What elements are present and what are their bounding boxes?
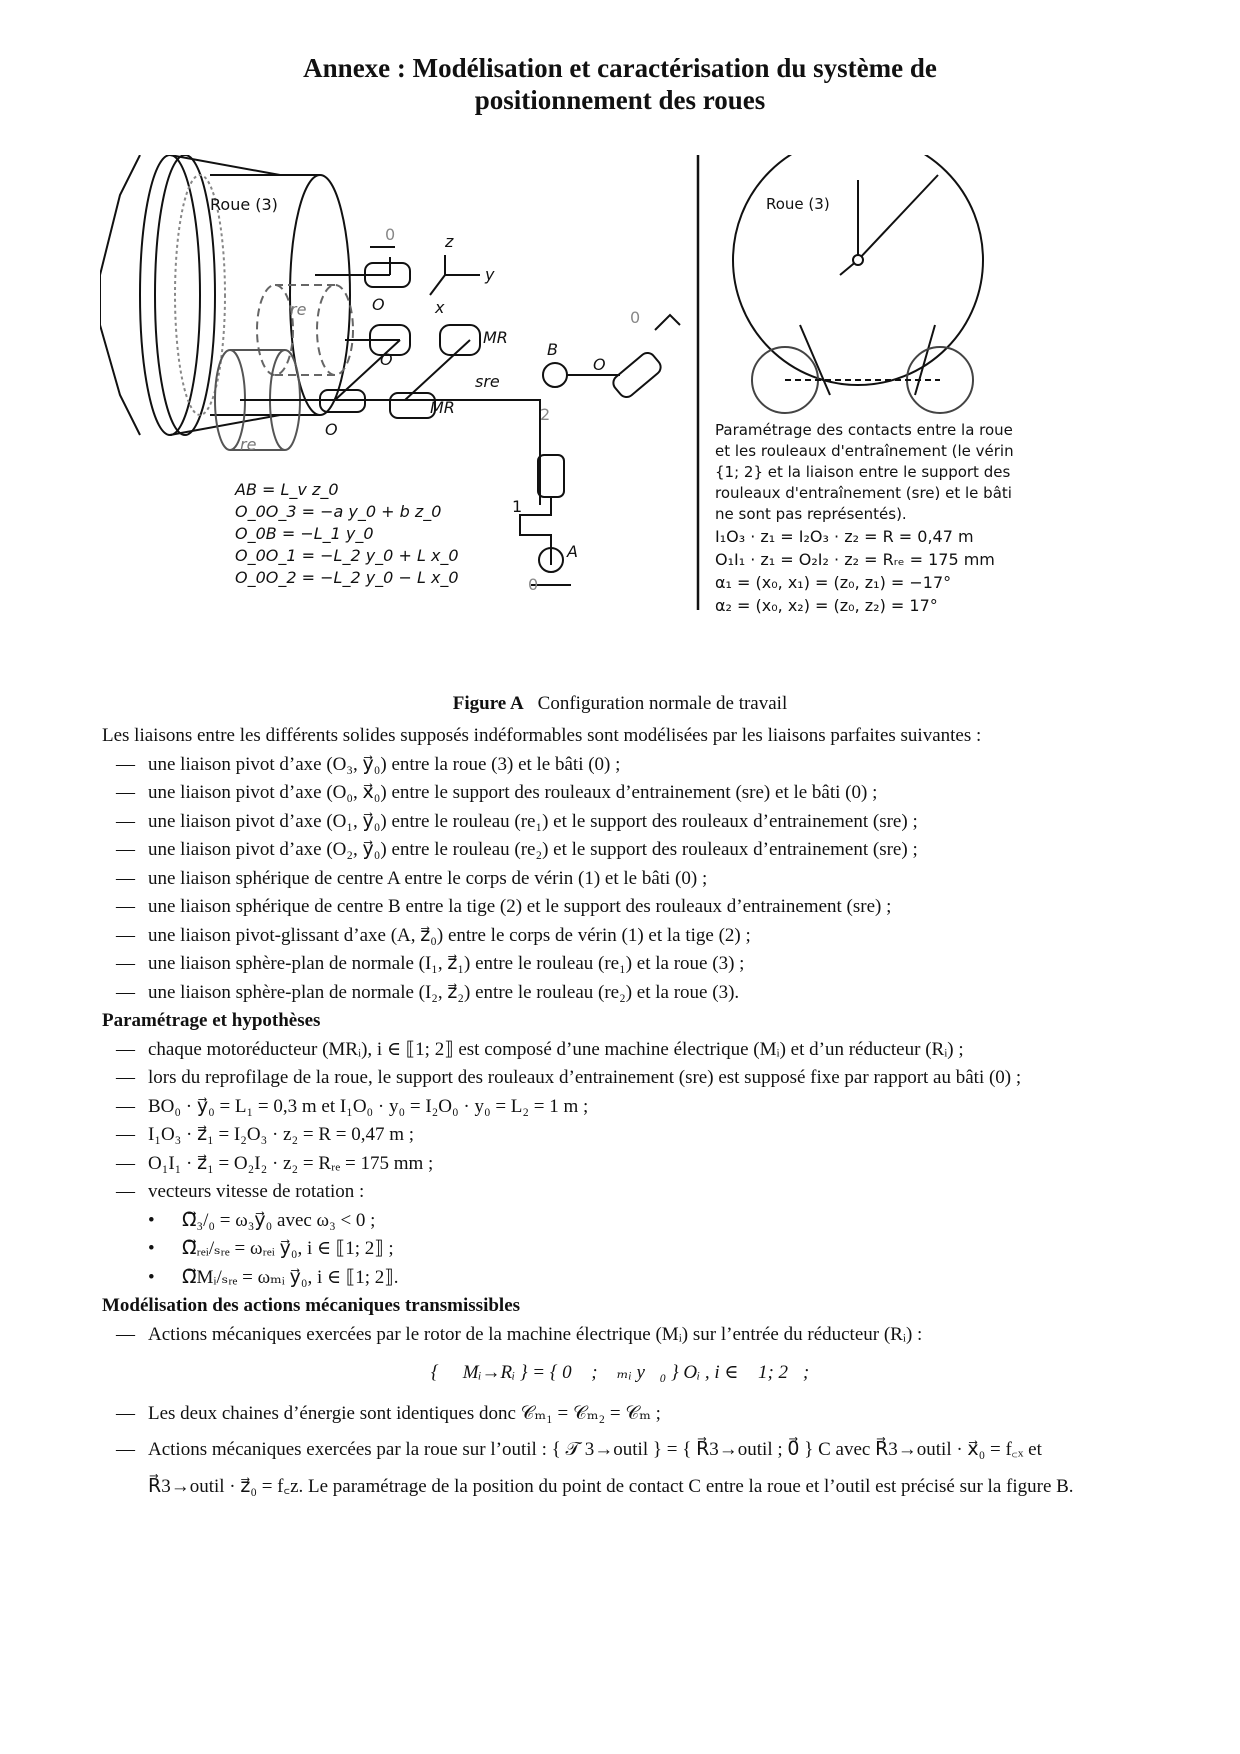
label-sre: sre [475, 372, 500, 391]
param-item: — I₁O₃ · z⃗₁ = I₂O₃ · z₂ = R = 0,47 m ; [116, 1124, 415, 1145]
right-eq-1: I₁O₃ · z₁ = I₂O₃ · z₂ = R = 0,47 m [715, 527, 974, 546]
label-2: 2 [540, 405, 551, 424]
desc-line-2: {1; 2} et la liaison entre le support des [715, 463, 1011, 481]
torseur-equation: { 𝒯 Mᵢ→Rᵢ } = { 0⃗ ; 𝒞ₘᵢ y⃗₀ } Oᵢ , i ∈ ⟦1; 2⟧; [430, 1362, 810, 1383]
label-0-top: 0 [385, 225, 396, 244]
relation-4: O_0O_2 = −L_2 y_0 − L x_0 [235, 568, 459, 587]
param-item: — BO₀ · y⃗₀ = L₁ = 0,3 m et I₁O₀ · y₀ = I₂O₀ · y₀ = L₂ = 1 m ; [116, 1095, 589, 1117]
main-content [102, 722, 1124, 1501]
liaison-item: — une liaison sphère-plan de normale (I₁, z⃗₁) entre le rouleau (re₁) et la roue (3) ; [116, 953, 745, 974]
label-z0: z [445, 232, 454, 251]
relation-0: AB = L_v z_0 [235, 480, 339, 499]
param-item: — lors du reprofilage de la roue, le support des rouleaux d’entrainement (sre) est supposé fixe par rapport au bâti (0) ; [116, 1067, 1022, 1088]
desc-line-0: Paramétrage des contacts entre la roue [715, 421, 1013, 439]
intro: Les liaisons entre les différents solides supposés indéformables sont modélisées par les liaisons parfaites suivantes : [102, 725, 982, 746]
figure-caption [0, 693, 1240, 715]
relation-2: O_0B = −L_1 y_0 [235, 524, 374, 543]
label-b: B [547, 340, 558, 359]
relation-1: O_0O_3 = −a y_0 + b z_0 [235, 502, 442, 521]
label-o0: O [593, 355, 606, 374]
action-item: — Actions mécaniques exercées par le rotor de la machine électrique (Mᵢ) sur l’entrée du réducteur (Rᵢ) : [116, 1323, 923, 1345]
desc-line-4: ne sont pas représentés). [715, 505, 907, 523]
label-y0: y [485, 265, 495, 284]
liaison-item: — une liaison pivot-glissant d’axe (A, z⃗₀) entre le corps de vérin (1) et la tige (2) ; [116, 924, 751, 946]
vitesse-item: • Ω⃗₃/₀ = ω₃y⃗₀ avec ω₃ < 0 ; [148, 1209, 376, 1231]
action-item: — Actions mécaniques exercées par la roue sur l’outil : { 𝒯 3→outil } = { R⃗3→outil ; 0⃗ } C avec R⃗3→outil · x⃗₀ = f꜀ₓ et [116, 1439, 1042, 1460]
label-x0: x [435, 298, 445, 317]
action-item-cont: R⃗3→outil · z⃗₀ = f꜀z. Le paramétrage de la position du point de contact C entre la roue et l’outil est précisé sur la figure B. [148, 1475, 1074, 1497]
relation-3: O_0O_1 = −L_2 y_0 + L x_0 [235, 546, 459, 565]
vitesse-item: • Ω⃗Mᵢ/ₛᵣₑ = ωₘᵢ y⃗₀, i ∈ ⟦1; 2⟧. [148, 1266, 399, 1288]
liaison-item: — une liaison pivot d’axe (O₀, x⃗₀) entre le support des rouleaux d’entrainement (sre) et le bâti (0) ; [116, 782, 878, 803]
desc-line-3: rouleaux d'entraînement (sre) et le bâti [715, 484, 1012, 502]
label-o3: O [372, 295, 385, 314]
title-line-2: positionnement des roues [474, 85, 766, 115]
title-line-1: Annexe : Modélisation et caractérisation du système de [303, 53, 937, 83]
figure-a [100, 155, 1140, 690]
label-o2: O [380, 350, 393, 369]
label-mr1: MR [430, 398, 455, 417]
label-roue-left: Roue (3) [210, 195, 278, 214]
label-o1: O [325, 420, 338, 439]
label-re1: re [240, 435, 257, 454]
label-roue-right: Roue (3) [766, 195, 830, 213]
liaison-item: — une liaison pivot d’axe (O₂, y⃗₀) entre le rouleau (re₂) et le support des rouleaux d’entrainement (sre) ; [116, 839, 918, 860]
label-0-bottom: 0 [528, 575, 539, 594]
liaison-item: — une liaison sphérique de centre B entre la tige (2) et le support des rouleaux d’entrainement (sre) ; [116, 896, 892, 917]
label-mr2: MR [483, 328, 508, 347]
param-item: — O₁I₁ · z⃗₁ = O₂I₂ · z₂ = Rᵣₑ = 175 mm ; [116, 1152, 434, 1174]
param-item: — chaque motoréducteur (MRᵢ), i ∈ ⟦1; 2⟧ est composé d’une machine électrique (Mᵢ) et d’un réducteur (Rᵢ) ; [116, 1038, 964, 1060]
vitesse-item: • Ω⃗ᵣₑᵢ/ₛᵣₑ = ωᵣₑᵢ y⃗₀, i ∈ ⟦1; 2⟧ ; [148, 1238, 394, 1259]
label-0-right: 0 [630, 308, 641, 327]
page-title [0, 52, 1240, 116]
label-a: A [567, 542, 578, 561]
label-1: 1 [512, 497, 523, 516]
label-re2: re [290, 300, 307, 319]
liaison-item: — une liaison sphérique de centre A entre le corps de vérin (1) et le bâti (0) ; [116, 867, 708, 889]
desc-line-1: et les rouleaux d'entraînement (le vérin [715, 442, 1014, 460]
param-item: — vecteurs vitesse de rotation : [116, 1181, 365, 1202]
heading-actions: Modélisation des actions mécaniques transmissibles [102, 1295, 521, 1316]
right-eq-2: O₁I₁ · z₁ = O₂I₂ · z₂ = Rᵣₑ = 175 mm [715, 550, 995, 569]
liaison-item: — une liaison pivot d’axe (O₁, y⃗₀) entre le rouleau (re₁) et le support des rouleaux d’entrainement (sre) ; [116, 810, 918, 832]
right-eq-3: α₁ = (x₀, x₁) = (z₀, z₁) = −17° [715, 573, 952, 592]
liaison-item: — une liaison sphère-plan de normale (I₂, z⃗₂) entre le rouleau (re₂) et la roue (3). [116, 981, 740, 1003]
heading-parametrage: Paramétrage et hypothèses [102, 1010, 321, 1031]
right-eq-4: α₂ = (x₀, x₂) = (z₀, z₂) = 17° [715, 596, 938, 615]
caption-text: Configuration normale de travail [537, 693, 788, 714]
liaison-item: — une liaison pivot d’axe (O₃, y⃗₀) entre la roue (3) et le bâti (0) ; [116, 753, 621, 775]
caption-label: Figure A [452, 693, 524, 714]
action-item: — Les deux chaines d’énergie sont identiques donc 𝒞ₘ₁ = 𝒞ₘ₂ = 𝒞ₘ ; [116, 1402, 661, 1424]
